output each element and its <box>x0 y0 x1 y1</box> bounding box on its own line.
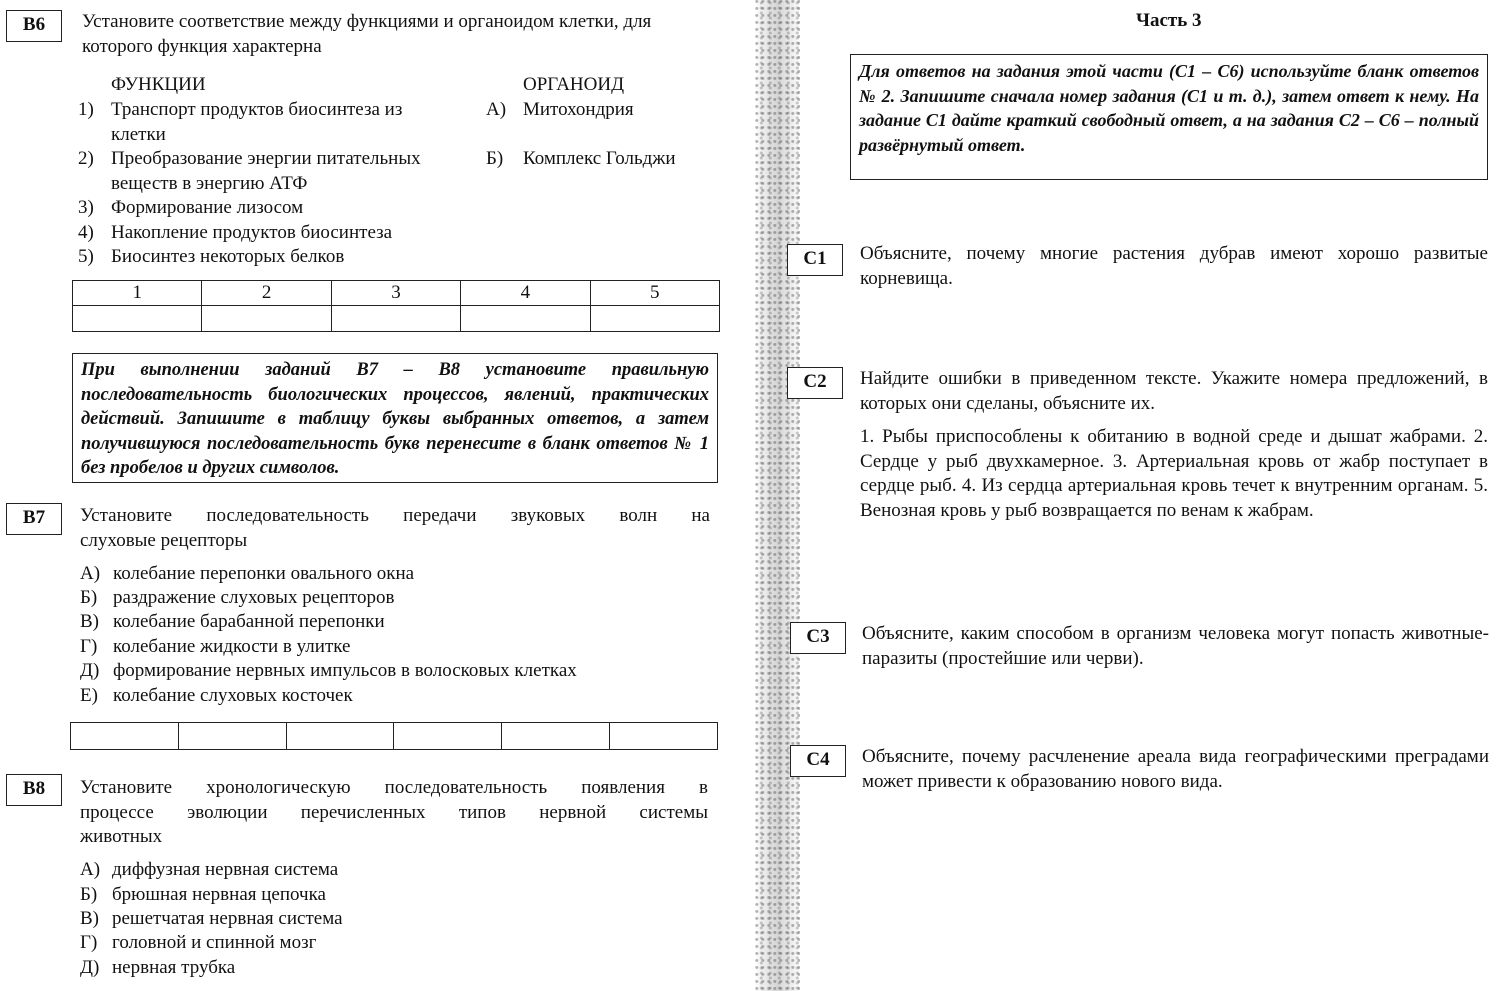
option-letter: Е) <box>80 685 98 706</box>
table-header-cell: 1 <box>73 281 202 306</box>
table-header-cell: 4 <box>461 281 590 306</box>
b7-question-line: слуховые рецепторы <box>80 529 248 551</box>
task-label-c2: С2 <box>787 367 843 399</box>
answer-cell[interactable] <box>394 723 502 750</box>
b8-question <box>80 776 708 850</box>
b7-question <box>80 504 710 553</box>
option-letter: Б) <box>80 884 98 905</box>
task-label-c4: С4 <box>790 745 846 777</box>
task-label-c1: С1 <box>787 244 843 276</box>
task-label-b7: В7 <box>6 503 62 535</box>
option-text: колебание барабанной перепонки <box>113 611 385 632</box>
table-header-cell: 3 <box>331 281 460 306</box>
organoid-text: Митохондрия <box>523 99 634 120</box>
c3-question: Объясните, каким способом в организм человека могут попасть животные-паразиты (простейшие или черви). <box>862 623 1489 669</box>
organoid-letter: Б) <box>486 148 504 169</box>
function-text: Транспорт продуктов биосинтеза из клетки <box>111 99 403 145</box>
functions-header: ФУНКЦИИ <box>111 74 206 95</box>
option-text: решетчатая нервная система <box>112 908 343 929</box>
answer-cell[interactable] <box>73 306 202 332</box>
task-label-c3: С3 <box>790 622 846 654</box>
function-number: 2) <box>78 148 94 169</box>
organoid-header: ОРГАНОИД <box>523 74 625 95</box>
right-page <box>790 0 1500 991</box>
option-text: колебание перепонки овального окна <box>113 563 415 584</box>
organoid-letter: А) <box>486 99 507 120</box>
option-text: брюшная нервная цепочка <box>112 884 326 905</box>
option-text: нервная трубка <box>112 957 236 978</box>
option-text: колебание жидкости в улитке <box>113 636 351 657</box>
table-header-cell: 5 <box>590 281 719 306</box>
option-letter: А) <box>80 563 101 584</box>
answer-cell[interactable] <box>286 723 394 750</box>
b6-question-line: Установите соответствие между функциями и органоидом клетки, для <box>82 11 652 32</box>
b8-question-line: Установите хронологическую последовательность появления в <box>80 777 708 798</box>
answer-cell[interactable] <box>202 306 331 332</box>
function-text: Биосинтез некоторых белков <box>111 246 345 267</box>
instruction-b7-b8: При выполнении заданий В7 – В8 установите правильную последовательность биологических процессов, явлений, практических действий. Запишите в таблицу буквы выбранных ответов, а затем получившуюся последовательность букв перенесите в бланк ответов № 1 без пробелов и других символов. <box>72 353 718 483</box>
option-letter: Г) <box>80 932 98 953</box>
answer-cell[interactable] <box>502 723 610 750</box>
task-label-b6: В6 <box>6 10 62 42</box>
option-letter: В) <box>80 611 99 632</box>
option-text: раздражение слуховых рецепторов <box>113 587 395 608</box>
b7-question-line: Установите последовательность передачи звуковых волн на <box>80 505 710 526</box>
function-text: Преобразование энергии питательных веществ в энергию АТФ <box>111 148 421 194</box>
function-text: Формирование лизосом <box>111 197 304 218</box>
answer-cell[interactable] <box>610 723 718 750</box>
b6-question-line: которого функция характерна <box>82 35 322 57</box>
option-letter: Д) <box>80 660 100 681</box>
part3-instruction: Для ответов на задания этой части (С1 – С6) используйте бланк ответов № 2. Запишите сначала номер задания (С1 и т. д.), затем ответ к нему. На задание С1 дайте краткий свободный ответ, а на задания С2 – С6 – полный развёрнутый ответ. <box>850 54 1488 180</box>
option-letter: Г) <box>80 636 98 657</box>
b6-answer-table <box>72 280 720 332</box>
option-letter: Б) <box>80 587 98 608</box>
organoid-text: Комплекс Гольджи <box>523 148 676 169</box>
option-text: колебание слуховых косточек <box>113 685 353 706</box>
function-number: 5) <box>78 246 94 267</box>
option-text: головной и спинной мозг <box>112 932 317 953</box>
task-label-b8: В8 <box>6 774 62 806</box>
function-number: 4) <box>78 222 94 243</box>
option-text: диффузная нервная система <box>112 859 339 880</box>
answer-cell[interactable] <box>461 306 590 332</box>
option-letter: А) <box>80 859 101 880</box>
answer-cell[interactable] <box>178 723 286 750</box>
function-text: Накопление продуктов биосинтеза <box>111 222 393 243</box>
option-letter: В) <box>80 908 99 929</box>
answer-cell[interactable] <box>590 306 719 332</box>
b7-answer-table <box>70 722 718 750</box>
function-number: 3) <box>78 197 94 218</box>
b8-question-line: процессе эволюции перечисленных типов нервной системы <box>80 801 708 823</box>
answer-cell[interactable] <box>71 723 179 750</box>
b8-question-line: животных <box>80 826 163 847</box>
answer-cell[interactable] <box>331 306 460 332</box>
c2-passage: 1. Рыбы приспособлены к обитанию в водной среде и дышат жабрами. 2. Сердце у рыб двухкамерное. 3. Артериальная кровь от жабр поступает в сердце рыб. 4. Из сердца артериальная кровь течет к внутренним органам. 5. Венозная кровь у рыб возвращается по венам к жабрам. <box>860 426 1488 521</box>
c1-question: Объясните, почему многие растения дубрав имеют хорошо развитые корневища. <box>860 243 1488 289</box>
b6-question <box>82 10 732 59</box>
option-letter: Д) <box>80 957 100 978</box>
function-number: 1) <box>78 99 94 120</box>
c2-question: Найдите ошибки в приведенном тексте. Укажите номера предложений, в которых они сделаны, объясните их. <box>860 368 1488 414</box>
table-header-cell: 2 <box>202 281 331 306</box>
part-title: Часть 3 <box>1136 10 1202 31</box>
c4-question: Объясните, почему расчленение ареала вида географическими преградами может привести к образованию нового вида. <box>862 746 1489 792</box>
option-text: формирование нервных импульсов в волосковых клетках <box>113 660 577 681</box>
